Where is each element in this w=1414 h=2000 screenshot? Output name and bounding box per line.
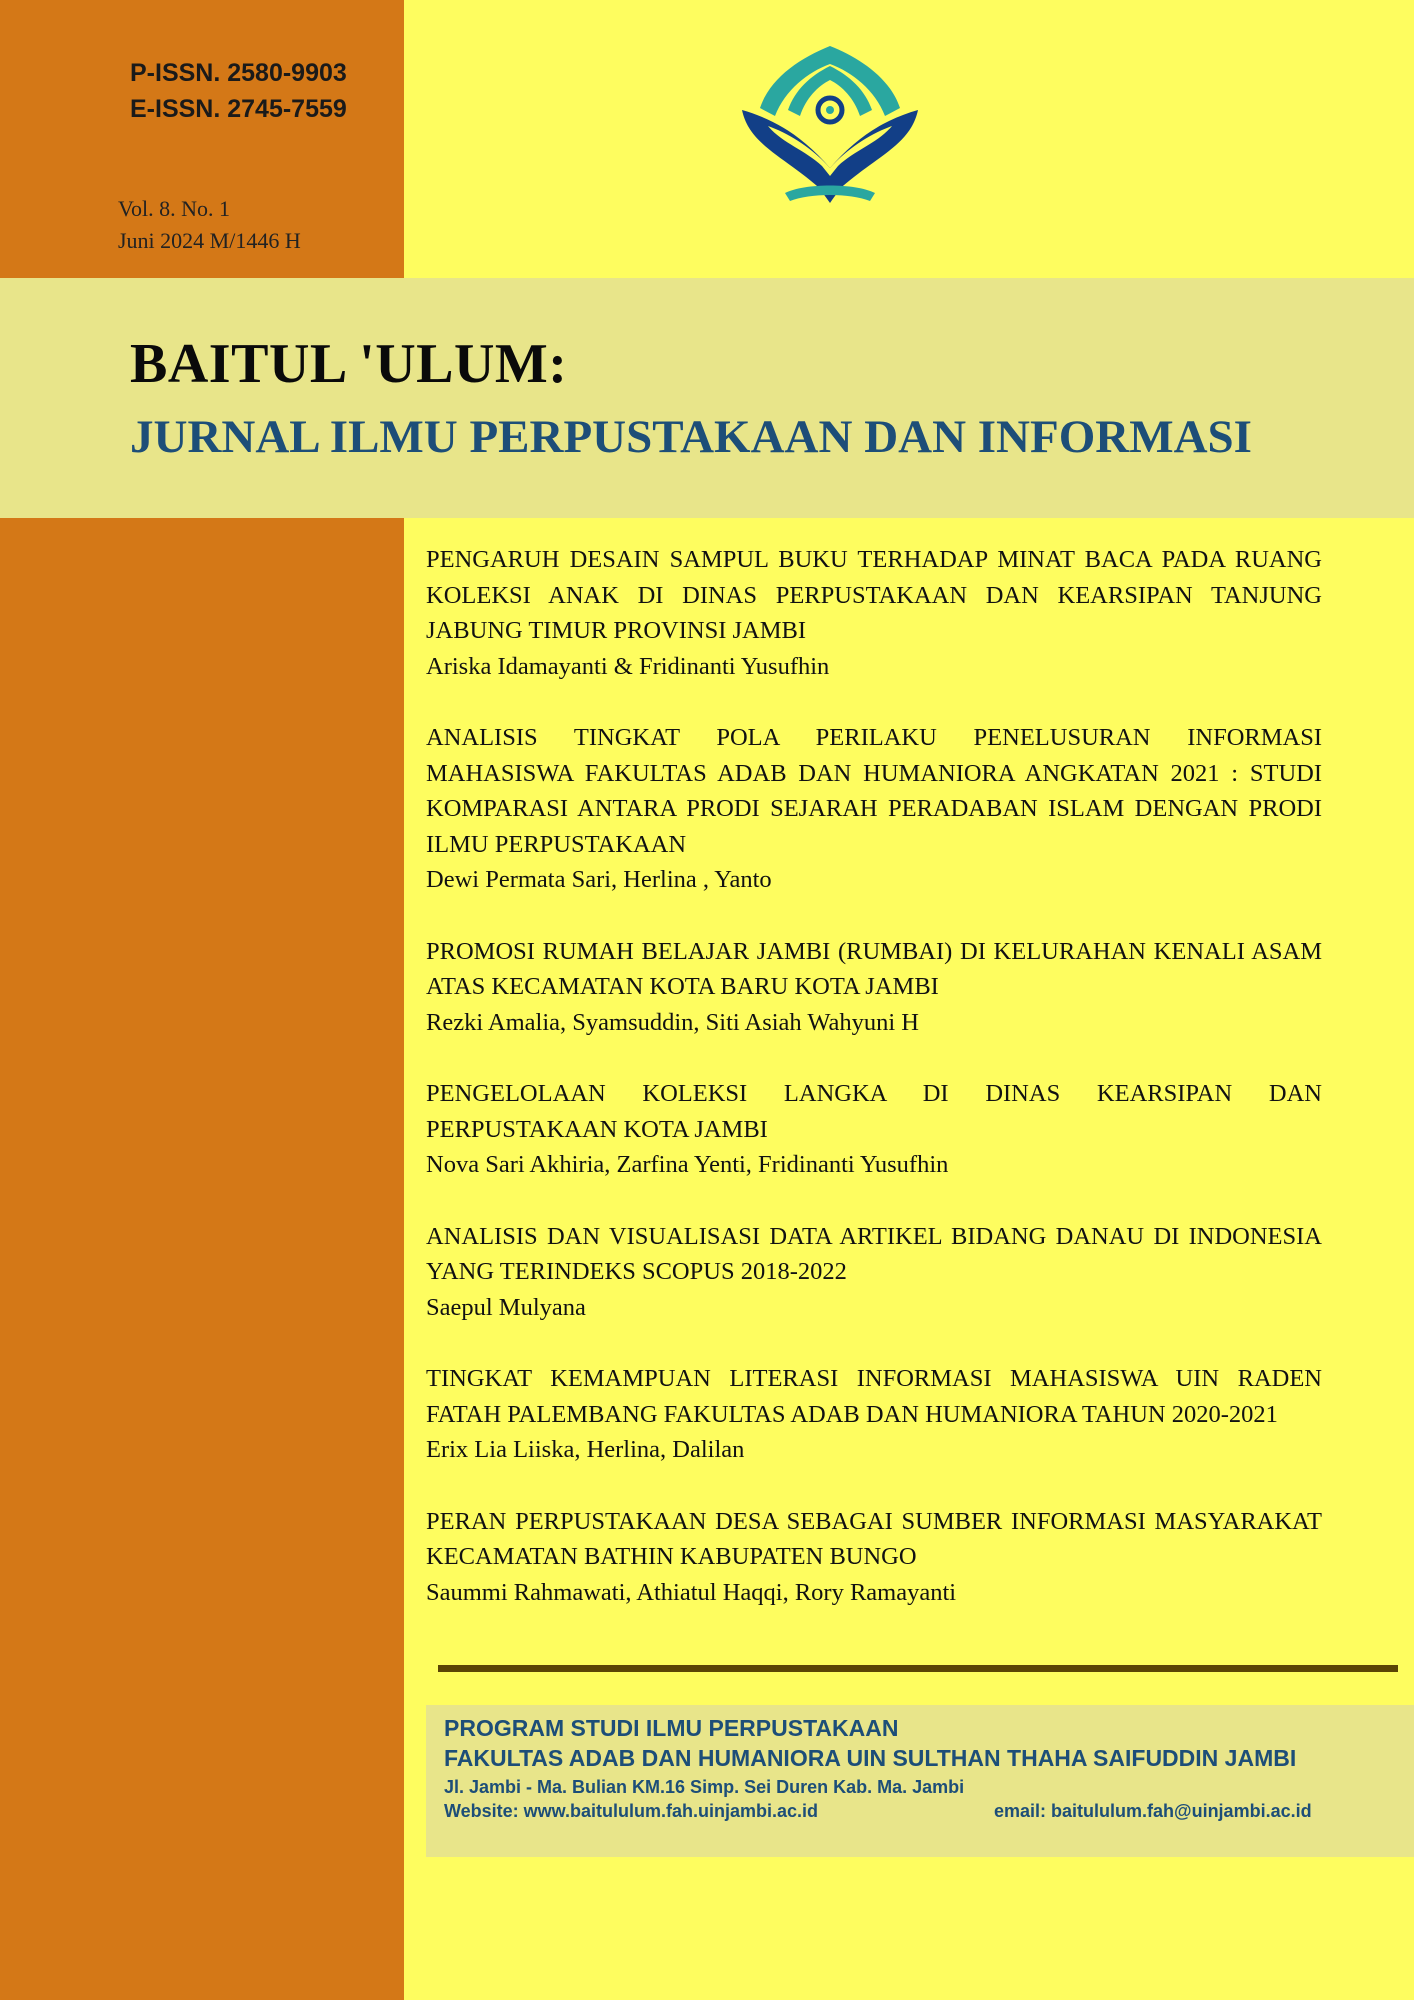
- website-link[interactable]: Website: www.baitululum.fah.uinjambi.ac.id: [444, 1801, 819, 1821]
- article-title: ANALISIS DAN VISUALISASI DATA ARTIKEL BIDANG DANAU DI INDONESIA YANG TERINDEKS SCOPUS 2018-2022: [426, 1222, 1322, 1285]
- article-title: PROMOSI RUMAH BELAJAR JAMBI (RUMBAI) DI KELURAHAN KENALI ASAM ATAS KECAMATAN KOTA BARU KOTA JAMBI: [426, 937, 1322, 1000]
- issn-block: [130, 55, 347, 127]
- article-item: [426, 542, 1322, 684]
- article-title: PENGELOLAAN KOLEKSI LANGKA DI DINAS KEARSIPAN DAN PERPUSTAKAAN KOTA JAMBI: [426, 1080, 1322, 1143]
- article-title: ANALISIS TINGKAT POLA PERILAKU PENELUSURAN INFORMASI MAHASISWA FAKULTAS ADAB DAN HUMANIORA ANGKATAN 2021 : STUDI KOMPARASI ANTARA PRODI SEJARAH PERADABAN ISLAM DENGAN PRODI ILMU PERPUSTAKAAN: [426, 724, 1322, 858]
- university-logo-icon: [730, 38, 930, 213]
- article-authors: Nova Sari Akhiria, Zarfina Yenti, Fridinanti Yusufhin: [426, 1151, 949, 1178]
- article-title: PENGARUH DESAIN SAMPUL BUKU TERHADAP MINAT BACA PADA RUANG KOLEKSI ANAK DI DINAS PERPUSTAKAAN DAN KEARSIPAN TANJUNG JABUNG TIMUR PROVINSI JAMBI: [426, 546, 1322, 644]
- electronic-issn: E-ISSN. 2745-7559: [130, 95, 347, 123]
- print-issn: P-ISSN. 2580-9903: [130, 59, 347, 87]
- journal-subtitle: JURNAL ILMU PERPUSTAKAAN DAN INFORMASI: [130, 411, 1252, 463]
- article-authors: Rezki Amalia, Syamsuddin, Siti Asiah Wahyuni H: [426, 1008, 920, 1036]
- title-band: [0, 278, 1414, 518]
- article-authors: Erix Lia Liiska, Herlina, Dalilan: [426, 1436, 745, 1463]
- faculty-name: FAKULTAS ADAB DAN HUMANIORA UIN SULTHAN THAHA SAIFUDDIN JAMBI: [444, 1745, 1297, 1771]
- volume-number: Vol. 8. No. 1: [118, 196, 231, 221]
- publisher-footer: [426, 1705, 1414, 1857]
- issue-info: [118, 193, 301, 257]
- issue-date: Juni 2024 M/1446 H: [118, 228, 301, 253]
- program-name: PROGRAM STUDI ILMU PERPUSTAKAAN: [444, 1715, 899, 1741]
- article-authors: Ariska Idamayanti & Fridinanti Yusufhin: [426, 652, 830, 680]
- divider-line: [438, 1665, 1398, 1672]
- article-list: [426, 542, 1322, 1646]
- email-link[interactable]: email: baitululum.fah@uinjambi.ac.id: [994, 1801, 1312, 1821]
- article-authors: Dewi Permata Sari, Herlina , Yanto: [426, 866, 772, 893]
- article-authors: Saepul Mulyana: [426, 1293, 586, 1321]
- article-item: [426, 720, 1322, 898]
- article-item: [426, 1361, 1322, 1468]
- article-title: TINGKAT KEMAMPUAN LITERASI INFORMASI MAHASISWA UIN RADEN FATAH PALEMBANG FAKULTAS ADAB DAN HUMANIORA TAHUN 2020-2021: [426, 1365, 1322, 1428]
- article-item: [426, 1504, 1322, 1611]
- article-title: PERAN PERPUSTAKAAN DESA SEBAGAI SUMBER INFORMASI MASYARAKAT KECAMATAN BATHIN KABUPATEN BUNGO: [426, 1507, 1322, 1570]
- article-item: [426, 934, 1322, 1041]
- journal-title: BAITUL 'ULUM:: [130, 333, 568, 395]
- article-authors: Saummi Rahmawati, Athiatul Haqqi, Rory Ramayanti: [426, 1578, 957, 1606]
- article-item: [426, 1076, 1322, 1183]
- article-item: [426, 1219, 1322, 1326]
- publisher-address: Jl. Jambi - Ma. Bulian KM.16 Simp. Sei Duren Kab. Ma. Jambi: [444, 1777, 965, 1797]
